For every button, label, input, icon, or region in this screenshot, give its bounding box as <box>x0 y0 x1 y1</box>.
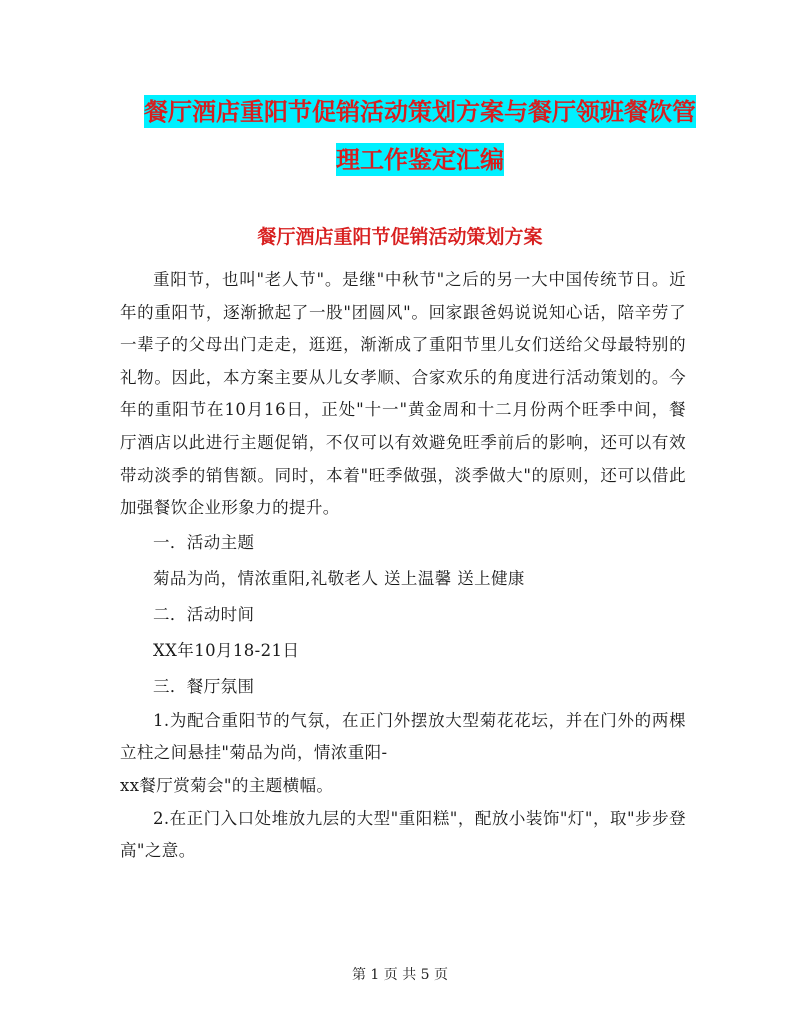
item1-paragraph-continuation: xx餐厅赏菊会"的主题横幅。 <box>120 775 334 795</box>
document-body <box>120 264 686 868</box>
item2-paragraph: 2.在正门入口处堆放九层的大型"重阳糕"，配放小装饰"灯"，取"步步登高"之意。 <box>120 808 686 861</box>
page-footer: 第 1 页 共 5 页 <box>351 967 449 983</box>
item1-paragraph: 1.为配合重阳节的气氛，在正门外摆放大型菊花花坛，并在门外的两棵立柱之间悬挂"菊品为尚，情浓重阳- <box>120 710 686 763</box>
intro-paragraph: 重阳节，也叫"老人节"。是继"中秋节"之后的另一大中国传统节日。近年的重阳节，逐渐掀起了一股"团圆风"。回家跟爸妈说说知心话，陪辛劳了一辈子的父母出门走走，逛逛，渐渐成了重阳节里儿女们送给父母最特别的礼物。因此，本方案主要从儿女孝顺、合家欢乐的角度进行活动策划的。今年的重阳节在10月16日，正处"十一"黄金周和十二月份两个旺季中间，餐厅酒店以此进行主题促销，不仅可以有效避免旺季前后的影响，还可以有效带动淡季的销售额。同时，本着"旺季做强，淡季做大"的原则，还可以借此加强餐饮企业形象力的提升。 <box>120 270 686 518</box>
section2-heading: 二．活动时间 <box>153 604 255 624</box>
document-title <box>120 88 720 184</box>
section3-heading: 三．餐厅氛围 <box>153 676 255 696</box>
section1-heading: 一．活动主题 <box>153 532 255 552</box>
title-line-2: 理工作鉴定汇编 <box>336 145 504 174</box>
title-line-1: 餐厅酒店重阳节促销活动策划方案与餐厅领班餐饮管 <box>144 97 696 126</box>
section1-text: 菊品为尚，情浓重阳,礼敬老人 送上温馨 送上健康 <box>153 568 525 588</box>
section2-text: XX年10月18-21日 <box>153 640 300 660</box>
section-title: 餐厅酒店重阳节促销活动策划方案 <box>257 226 543 248</box>
